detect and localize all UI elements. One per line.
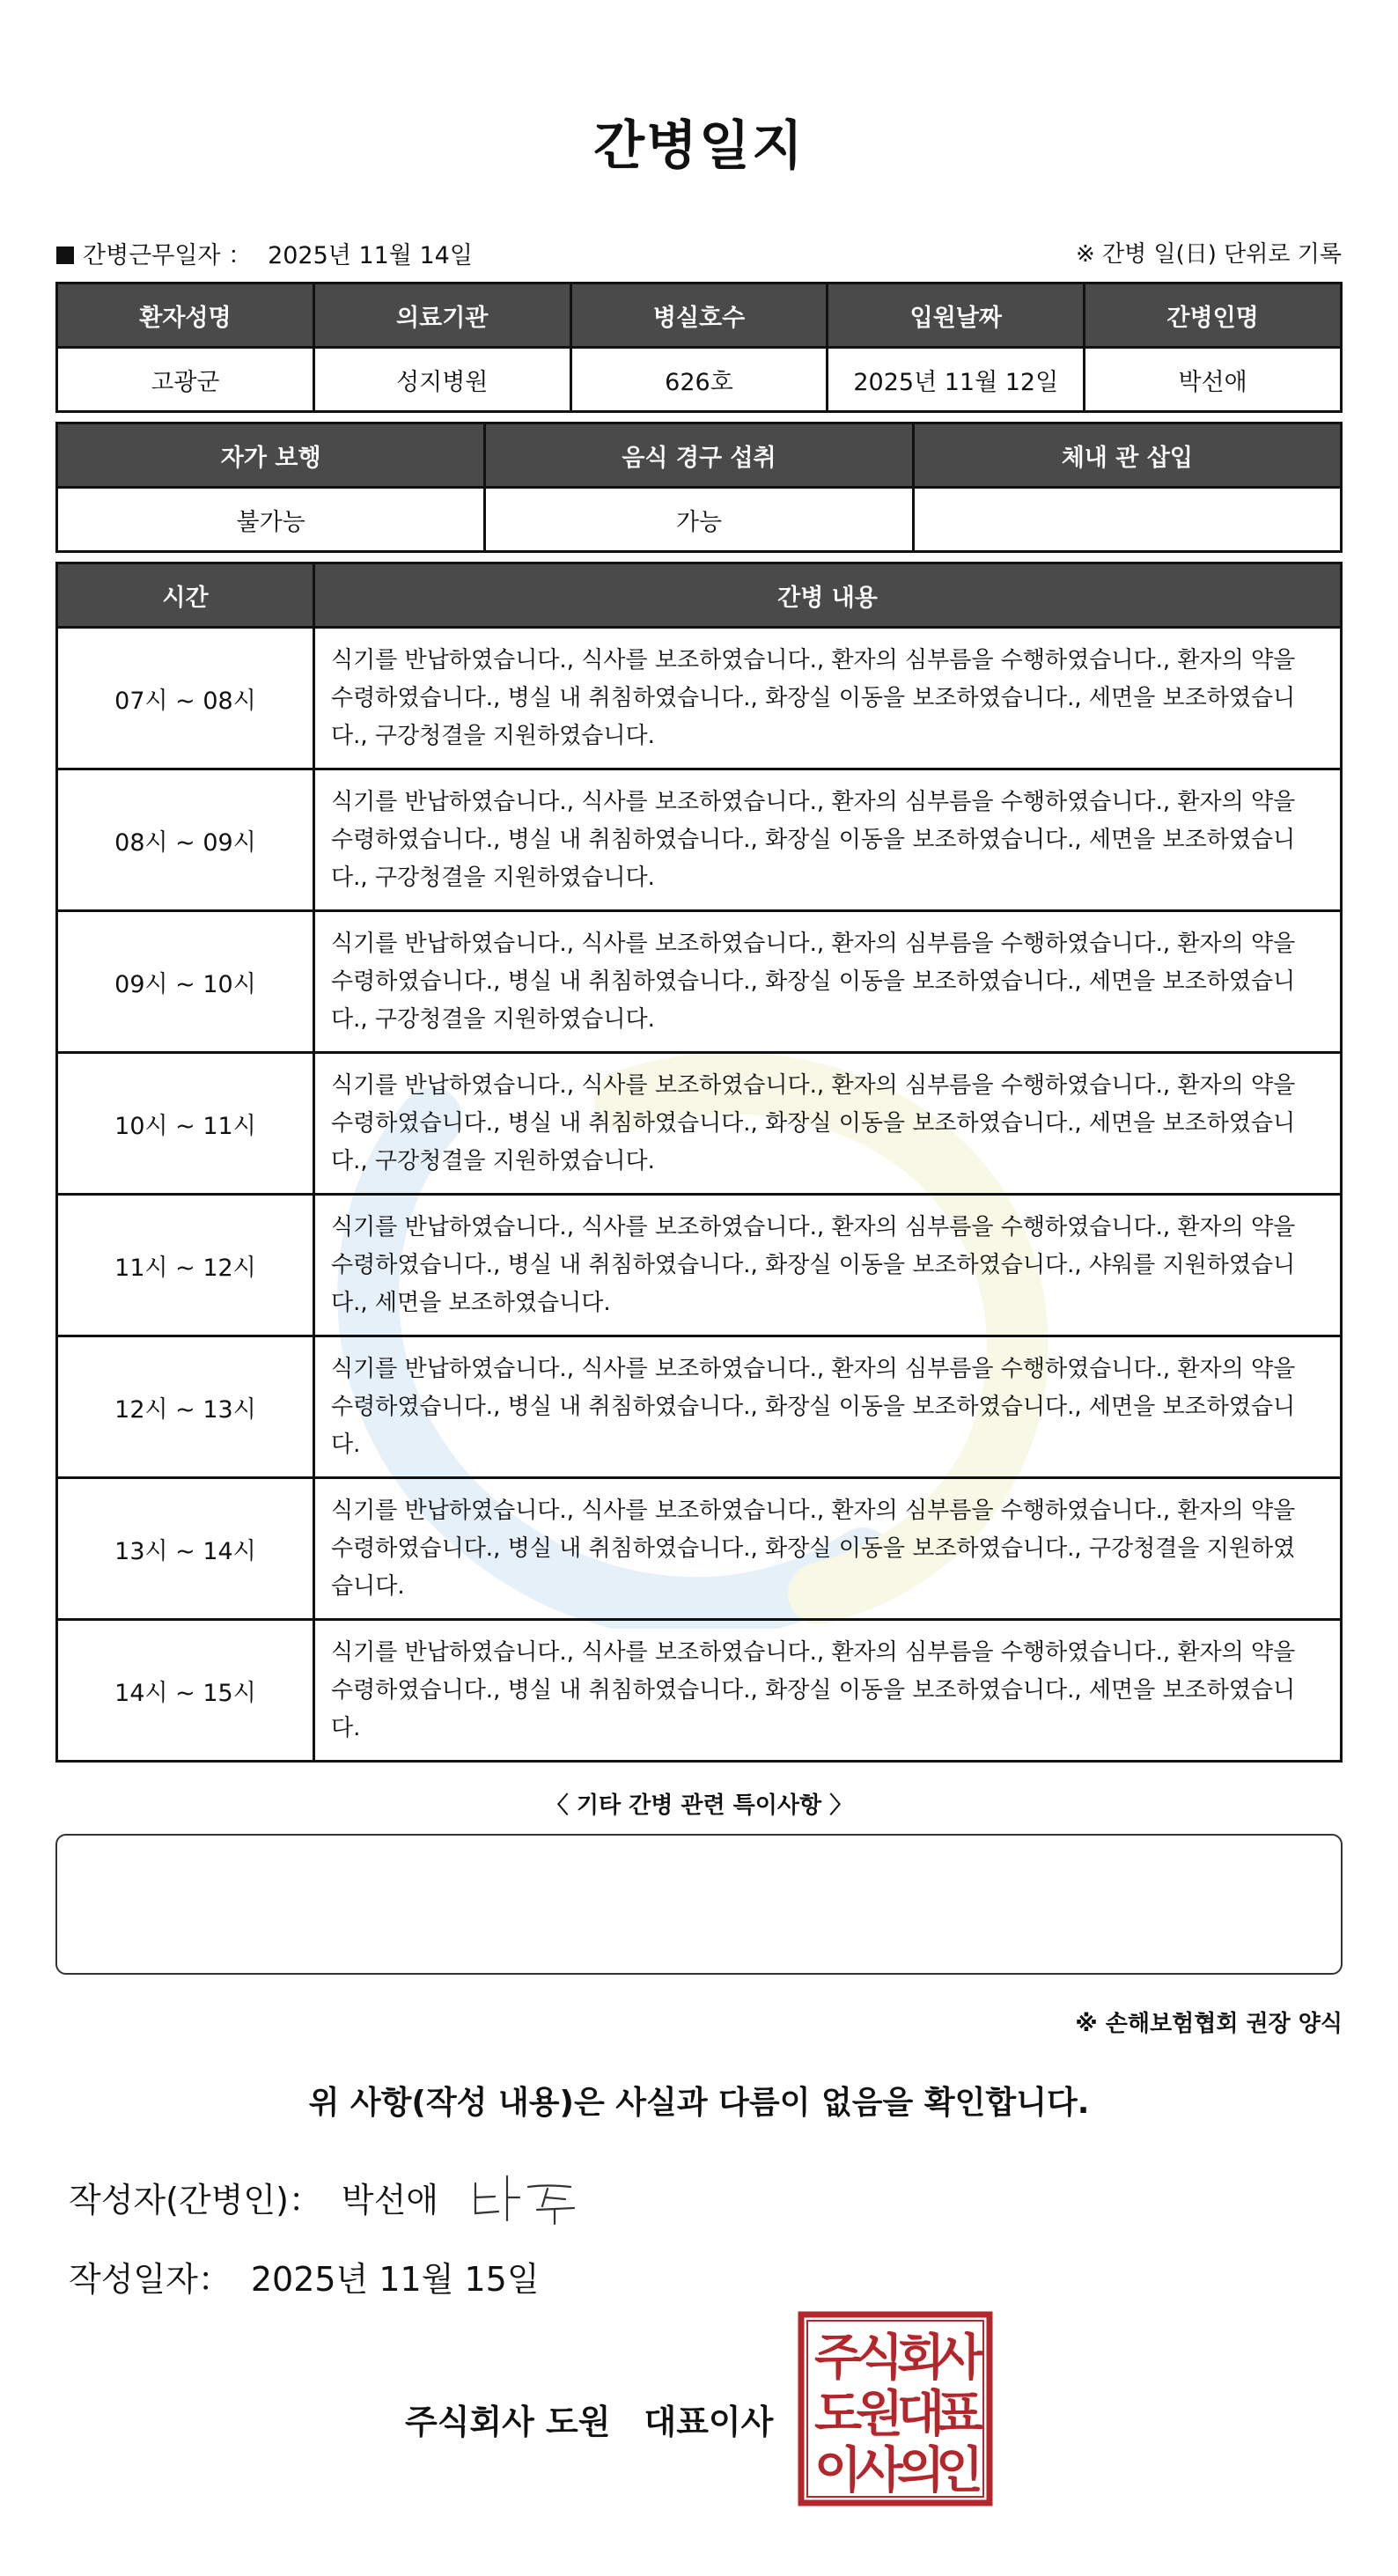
- company-representative: 대표이사: [644, 2403, 774, 2441]
- tube-insertion-value: [913, 488, 1341, 552]
- confirmation-statement: 위 사항(작성 내용)은 사실과 다름이 없음을 확인합니다.: [308, 2085, 1090, 2121]
- admission-date: 2025년 11월 12일: [828, 348, 1085, 412]
- written-date-label: 작성일자：: [69, 2260, 232, 2299]
- ability-value-row: [57, 488, 1342, 552]
- svg-text:사: 사: [855, 2442, 904, 2499]
- svg-text:회: 회: [896, 2329, 945, 2387]
- svg-text:사: 사: [935, 2329, 984, 2387]
- header-hospital: 의료기관: [313, 283, 570, 348]
- table-row: [57, 911, 1342, 1053]
- header-care-content: 간병 내용: [314, 563, 1342, 628]
- company-line: [405, 2395, 773, 2443]
- company-name: 주식회사 도원: [405, 2403, 611, 2441]
- svg-text:대: 대: [896, 2386, 945, 2443]
- caregiver-name: 박선애: [1085, 348, 1342, 412]
- content-cell: 식기를 반납하였습니다., 식사를 보조하였습니다., 환자의 심부름을 수행하였습니다., 환자의 약을 수령하였습니다., 병실 내 취침하였습니다., 화장실 이동을 보조하였습니다., 세면을 보조하였습니다.: [314, 1620, 1342, 1762]
- company-seal-icon: [798, 2311, 993, 2506]
- header-room: 병실호수: [570, 283, 828, 348]
- time-cell: 08시 ~ 09시: [57, 769, 314, 911]
- time-cell: 10시 ~ 11시: [57, 1053, 314, 1195]
- special-notes-box[interactable]: [55, 1834, 1343, 1975]
- writer-line: [69, 2173, 438, 2221]
- special-notes-title: 〈 기타 간병 관련 특이사항 〉: [545, 1792, 853, 1819]
- svg-text:이: 이: [813, 2442, 863, 2499]
- time-cell: 12시 ~ 13시: [57, 1336, 314, 1478]
- page-title: 간병일지: [593, 115, 805, 177]
- table-row: [57, 1195, 1342, 1336]
- svg-text:의: 의: [896, 2442, 945, 2499]
- table-row: [57, 1478, 1342, 1620]
- time-cell: 14시 ~ 15시: [57, 1620, 314, 1762]
- work-date-value: 2025년 11월 14일: [268, 242, 473, 269]
- patient-header-row: [57, 283, 1342, 348]
- svg-text:원: 원: [855, 2386, 904, 2443]
- room-number: 626호: [570, 348, 828, 412]
- work-date-line: [56, 236, 473, 270]
- record-unit-note: ※ 간병 일(日) 단위로 기록: [1075, 241, 1342, 268]
- time-cell: 09시 ~ 10시: [57, 911, 314, 1053]
- ability-table: [55, 422, 1343, 553]
- patient-info-table: [55, 282, 1343, 413]
- recommended-form-note: ※ 손해보험협회 권장 양식: [1075, 2011, 1343, 2037]
- table-row: [57, 1053, 1342, 1195]
- patient-value-row: [57, 348, 1342, 412]
- time-cell: 07시 ~ 08시: [57, 628, 314, 769]
- written-date-line: [69, 2252, 540, 2300]
- hospital-name: 성지병원: [313, 348, 570, 412]
- oral-intake-value: 가능: [485, 488, 913, 552]
- signature-icon: [467, 2168, 581, 2229]
- content-cell: 식기를 반납하였습니다., 식사를 보조하였습니다., 환자의 심부름을 수행하였습니다., 환자의 약을 수령하였습니다., 병실 내 취침하였습니다., 화장실 이동을 보조하였습니다., 세면을 보조하였습니다.: [314, 1336, 1342, 1478]
- content-cell: 식기를 반납하였습니다., 식사를 보조하였습니다., 환자의 심부름을 수행하였습니다., 환자의 약을 수령하였습니다., 병실 내 취침하였습니다., 화장실 이동을 보조하였습니다., 세면을 보조하였습니다., 구강청결을 지원하였습니다.: [314, 1053, 1342, 1195]
- header-self-walking: 자가 보행: [57, 423, 485, 488]
- header-time: 시간: [57, 563, 314, 628]
- self-walking-value: 불가능: [57, 488, 485, 552]
- square-bullet-icon: [56, 247, 74, 264]
- content-cell: 식기를 반납하였습니다., 식사를 보조하였습니다., 환자의 심부름을 수행하였습니다., 환자의 약을 수령하였습니다., 병실 내 취침하였습니다., 화장실 이동을 보조하였습니다., 세면을 보조하였습니다., 구강청결을 지원하였습니다.: [314, 769, 1342, 911]
- care-log-table: [55, 562, 1343, 1763]
- patient-name: 고광군: [57, 348, 314, 412]
- time-cell: 11시 ~ 12시: [57, 1195, 314, 1336]
- time-cell: 13시 ~ 14시: [57, 1478, 314, 1620]
- written-date-value: 2025년 11월 15일: [250, 2260, 540, 2299]
- care-header-row: [57, 563, 1342, 628]
- writer-name: 박선애: [341, 2181, 439, 2219]
- table-row: [57, 769, 1342, 911]
- header-tube-insertion: 체내 관 삽입: [913, 423, 1341, 488]
- svg-text:식: 식: [855, 2329, 904, 2387]
- ability-header-row: [57, 423, 1342, 488]
- content-cell: 식기를 반납하였습니다., 식사를 보조하였습니다., 환자의 심부름을 수행하였습니다., 환자의 약을 수령하였습니다., 병실 내 취침하였습니다., 화장실 이동을 보조하였습니다., 세면을 보조하였습니다., 구강청결을 지원하였습니다.: [314, 911, 1342, 1053]
- svg-text:도: 도: [813, 2386, 863, 2443]
- content-cell: 식기를 반납하였습니다., 식사를 보조하였습니다., 환자의 심부름을 수행하였습니다., 환자의 약을 수령하였습니다., 병실 내 취침하였습니다., 화장실 이동을 보조하였습니다., 세면을 보조하였습니다., 구강청결을 지원하였습니다.: [314, 628, 1342, 769]
- work-date-label: 간병근무일자 ：: [83, 242, 253, 269]
- content-cell: 식기를 반납하였습니다., 식사를 보조하였습니다., 환자의 심부름을 수행하였습니다., 환자의 약을 수령하였습니다., 병실 내 취침하였습니다., 화장실 이동을 보조하였습니다., 구강청결을 지원하였습니다.: [314, 1478, 1342, 1620]
- svg-text:주: 주: [813, 2329, 863, 2387]
- table-row: [57, 1336, 1342, 1478]
- writer-label: 작성자(간병인)：: [69, 2181, 322, 2219]
- table-row: [57, 1620, 1342, 1762]
- content-cell: 식기를 반납하였습니다., 식사를 보조하였습니다., 환자의 심부름을 수행하였습니다., 환자의 약을 수령하였습니다., 병실 내 취침하였습니다., 화장실 이동을 보조하였습니다., 샤워를 지원하였습니다., 세면을 보조하였습니다.: [314, 1195, 1342, 1336]
- header-patient-name: 환자성명: [57, 283, 314, 348]
- header-caregiver: 간병인명: [1085, 283, 1342, 348]
- table-row: [57, 628, 1342, 769]
- svg-text:인: 인: [935, 2442, 984, 2499]
- header-admission-date: 입원날짜: [828, 283, 1085, 348]
- svg-text:표: 표: [935, 2386, 984, 2443]
- header-oral-intake: 음식 경구 섭취: [485, 423, 913, 488]
